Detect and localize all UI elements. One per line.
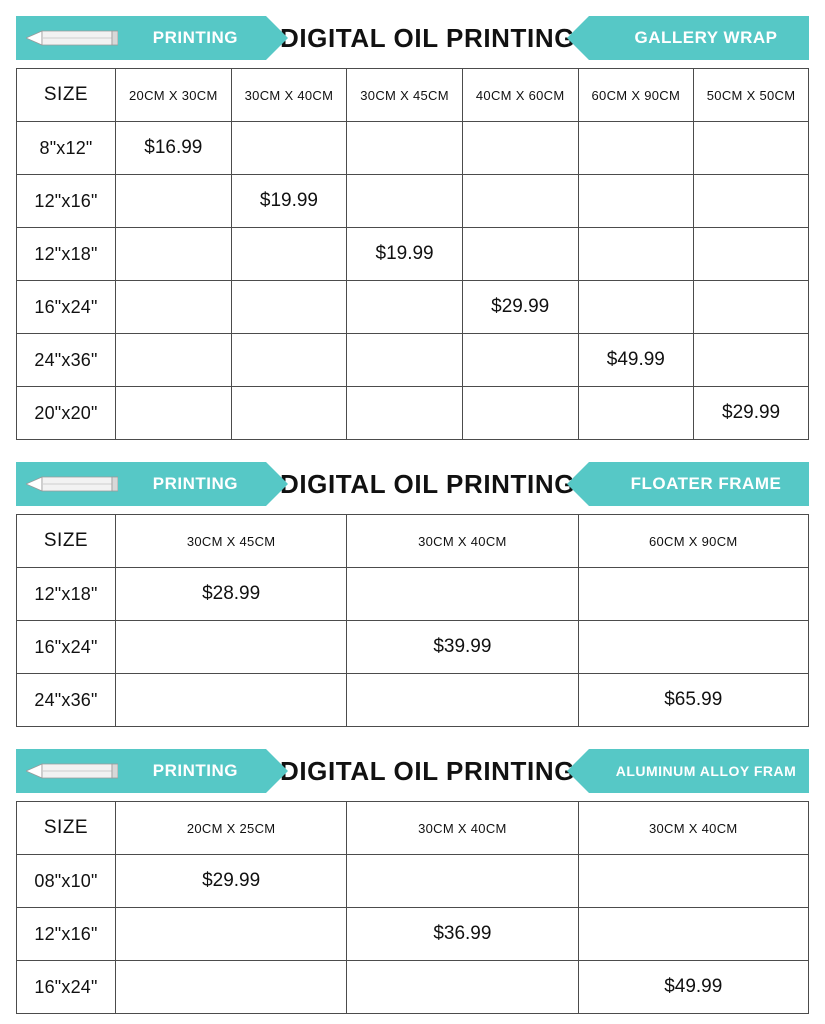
table-header-row: [17, 802, 809, 855]
size-label: 24"x36": [17, 334, 116, 387]
price-cell: [347, 122, 463, 175]
price-cell: [694, 334, 809, 387]
price-cell: [578, 122, 694, 175]
table-row: [17, 961, 809, 1014]
price-cell: $36.99: [347, 908, 578, 961]
price-cell: [231, 334, 347, 387]
dimension-header: 60CM X 90CM: [578, 515, 809, 568]
price-cell: [462, 334, 578, 387]
banner-right: [589, 749, 809, 793]
table-row: [17, 122, 809, 175]
price-cell: [578, 568, 809, 621]
table-row: [17, 908, 809, 961]
price-cell: [116, 175, 232, 228]
price-cell: $49.99: [578, 961, 809, 1014]
banner-left: [16, 16, 266, 60]
price-table: [16, 514, 809, 727]
banner-title: DIGITAL OIL PRINTING: [279, 755, 576, 786]
price-cell: [116, 281, 232, 334]
section-banner: [16, 749, 809, 793]
section-gallery-wrap: [16, 16, 809, 440]
size-label: 16"x24": [17, 281, 116, 334]
price-cell: $29.99: [694, 387, 809, 440]
table-row: [17, 855, 809, 908]
banner-center: [266, 462, 589, 506]
banner-left-label: PRINTING: [152, 28, 238, 47]
banner-right-label: GALLERY WRAP: [634, 28, 778, 47]
price-cell: [578, 281, 694, 334]
size-header: SIZE: [17, 69, 116, 122]
price-cell: $19.99: [347, 228, 463, 281]
pencil-icon: [26, 761, 118, 781]
size-label: 12"x16": [17, 908, 116, 961]
size-header: SIZE: [17, 515, 116, 568]
size-label: 20"x20": [17, 387, 116, 440]
price-cell: [116, 228, 232, 281]
table-row: [17, 175, 809, 228]
price-cell: [347, 334, 463, 387]
price-cell: [578, 175, 694, 228]
banner-right: [589, 462, 809, 506]
price-cell: $19.99: [231, 175, 347, 228]
price-cell: [116, 674, 347, 727]
price-cell: $29.99: [116, 855, 347, 908]
price-cell: [694, 122, 809, 175]
price-cell: [231, 387, 347, 440]
dimension-header: 30CM X 40CM: [347, 515, 578, 568]
banner-right-label: ALUMINUM ALLOY FRAM: [615, 763, 797, 779]
price-table: [16, 801, 809, 1014]
price-cell: [578, 228, 694, 281]
price-cell: [116, 621, 347, 674]
price-cell: [347, 387, 463, 440]
table-row: [17, 387, 809, 440]
price-cell: [231, 228, 347, 281]
price-cell: [462, 122, 578, 175]
size-label: 08"x10": [17, 855, 116, 908]
table-row: [17, 334, 809, 387]
table-row: [17, 568, 809, 621]
size-label: 12"x18": [17, 568, 116, 621]
dimension-header: 40CM X 60CM: [462, 69, 578, 122]
table-row: [17, 281, 809, 334]
banner-title: DIGITAL OIL PRINTING: [279, 22, 576, 53]
price-cell: [694, 281, 809, 334]
price-cell: $16.99: [116, 122, 232, 175]
price-cell: [347, 568, 578, 621]
banner-center: [266, 16, 589, 60]
price-cell: $28.99: [116, 568, 347, 621]
price-table: [16, 68, 809, 440]
price-cell: [462, 228, 578, 281]
section-banner: [16, 462, 809, 506]
size-label: 12"x16": [17, 175, 116, 228]
section-aluminum-alloy-frame: [16, 749, 809, 1014]
banner-title: DIGITAL OIL PRINTING: [279, 468, 576, 499]
price-cell: [578, 855, 809, 908]
dimension-header: 30CM X 40CM: [347, 802, 578, 855]
price-cell: [231, 122, 347, 175]
size-label: 16"x24": [17, 961, 116, 1014]
price-cell: [116, 334, 232, 387]
price-cell: [116, 908, 347, 961]
price-cell: [347, 961, 578, 1014]
price-cell: [116, 387, 232, 440]
banner-left-label: PRINTING: [152, 761, 238, 780]
price-cell: [694, 228, 809, 281]
price-cell: [116, 961, 347, 1014]
price-cell: $49.99: [578, 334, 694, 387]
banner-right-label: FLOATER FRAME: [630, 474, 782, 493]
dimension-header: 20CM X 30CM: [116, 69, 232, 122]
banner-left: [16, 462, 266, 506]
table-row: [17, 228, 809, 281]
price-cell: $29.99: [462, 281, 578, 334]
banner-center: [266, 749, 589, 793]
banner-left: [16, 749, 266, 793]
price-cell: [347, 175, 463, 228]
size-header: SIZE: [17, 802, 116, 855]
price-cell: [347, 674, 578, 727]
dimension-header: 30CM X 40CM: [231, 69, 347, 122]
banner-left-label: PRINTING: [152, 474, 238, 493]
price-cell: [231, 281, 347, 334]
pencil-icon: [26, 474, 118, 494]
size-label: 12"x18": [17, 228, 116, 281]
price-cell: [694, 175, 809, 228]
dimension-header: 30CM X 40CM: [578, 802, 809, 855]
table-header-row: [17, 515, 809, 568]
size-label: 24"x36": [17, 674, 116, 727]
price-cell: [578, 387, 694, 440]
price-cell: [462, 387, 578, 440]
price-cell: $65.99: [578, 674, 809, 727]
banner-right: [589, 16, 809, 60]
dimension-header: 20CM X 25CM: [116, 802, 347, 855]
section-floater-frame: [16, 462, 809, 727]
size-label: 8"x12": [17, 122, 116, 175]
dimension-header: 50CM X 50CM: [694, 69, 809, 122]
dimension-header: 30CM X 45CM: [347, 69, 463, 122]
table-header-row: [17, 69, 809, 122]
pencil-icon: [26, 28, 118, 48]
price-cell: [578, 908, 809, 961]
price-cell: [462, 175, 578, 228]
section-banner: [16, 16, 809, 60]
dimension-header: 30CM X 45CM: [116, 515, 347, 568]
size-label: 16"x24": [17, 621, 116, 674]
price-cell: [347, 855, 578, 908]
price-cell: [578, 621, 809, 674]
table-row: [17, 674, 809, 727]
price-cell: [347, 281, 463, 334]
price-cell: $39.99: [347, 621, 578, 674]
table-row: [17, 621, 809, 674]
dimension-header: 60CM X 90CM: [578, 69, 694, 122]
